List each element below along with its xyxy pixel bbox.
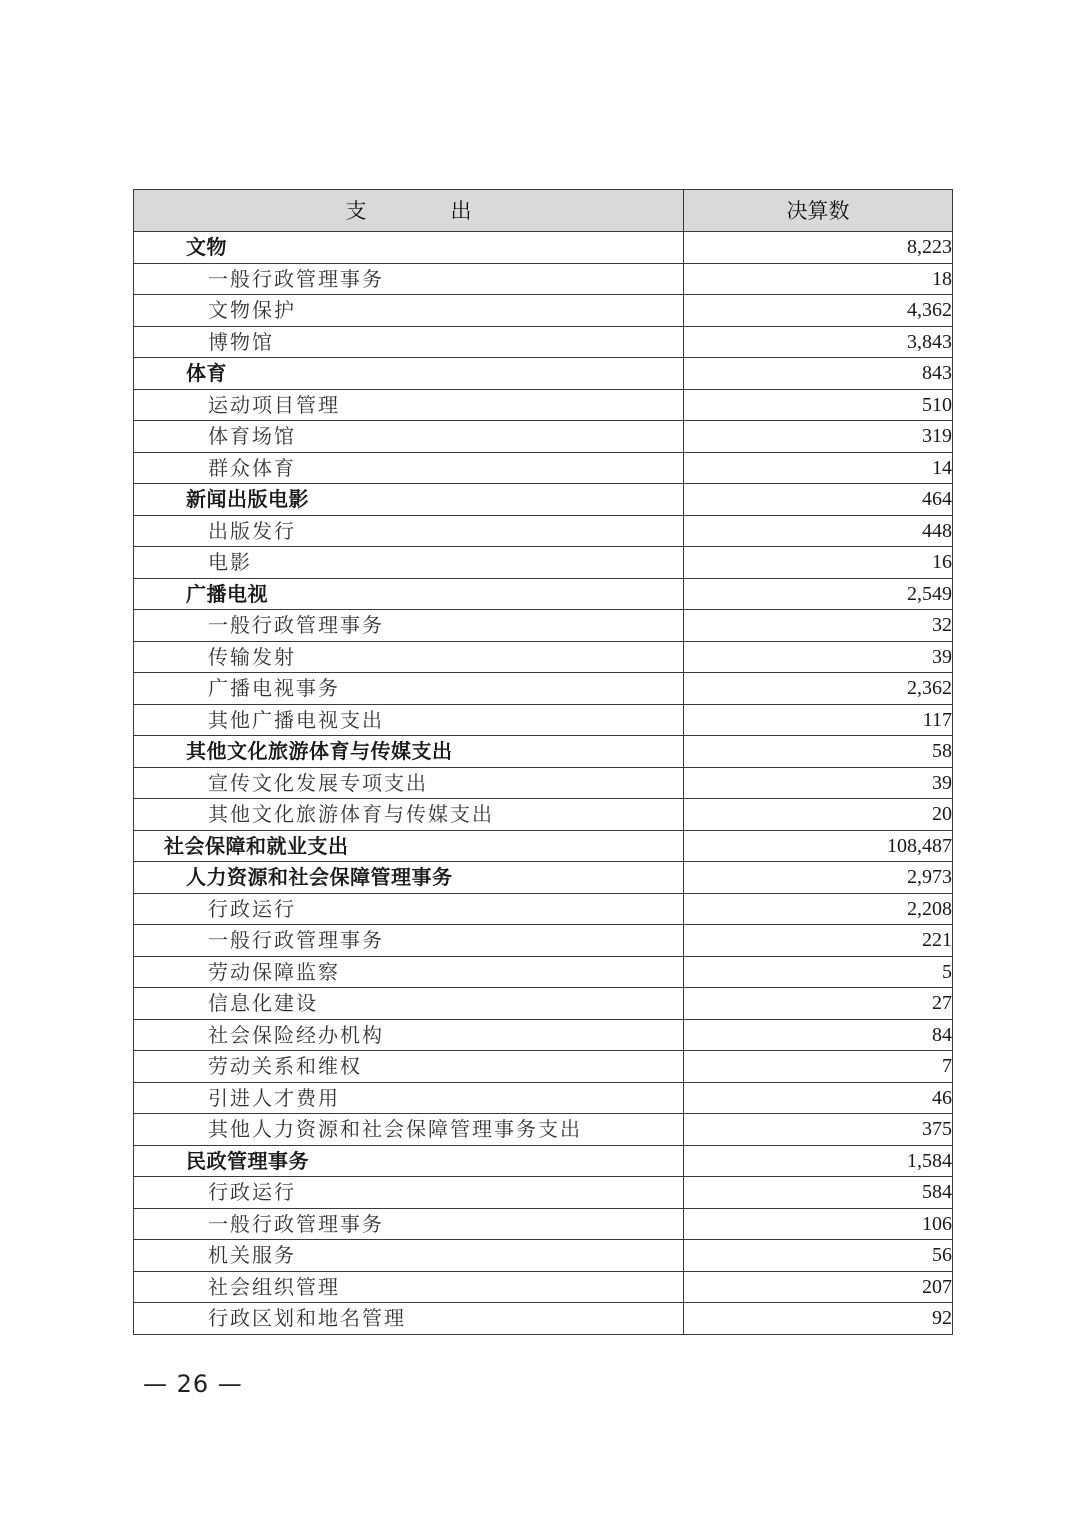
table-header-row [134, 190, 953, 232]
row-item-value: 84 [684, 1019, 953, 1051]
row-item-value: 32 [684, 610, 953, 642]
header-expenditure: 支 出 [134, 190, 684, 232]
row-item-name: 行政运行 [134, 1177, 684, 1209]
row-item-name: 一般行政管理事务 [134, 925, 684, 957]
table-row [134, 956, 953, 988]
row-item-name: 其他文化旅游体育与传媒支出 [134, 736, 684, 768]
table-row [134, 830, 953, 862]
row-item-value: 92 [684, 1303, 953, 1335]
row-item-value: 39 [684, 641, 953, 673]
row-item-name: 文物保护 [134, 295, 684, 327]
row-item-name: 体育场馆 [134, 421, 684, 453]
row-item-name: 传输发射 [134, 641, 684, 673]
row-item-name: 群众体育 [134, 452, 684, 484]
row-item-value: 56 [684, 1240, 953, 1272]
table-row [134, 1145, 953, 1177]
table-row [134, 1208, 953, 1240]
row-item-name: 社会组织管理 [134, 1271, 684, 1303]
row-item-value: 207 [684, 1271, 953, 1303]
row-item-name: 机关服务 [134, 1240, 684, 1272]
row-item-value: 843 [684, 358, 953, 390]
row-item-name: 电影 [134, 547, 684, 579]
row-item-name: 其他文化旅游体育与传媒支出 [134, 799, 684, 831]
table-row [134, 263, 953, 295]
row-item-value: 2,549 [684, 578, 953, 610]
table-row [134, 799, 953, 831]
table-row [134, 704, 953, 736]
page-number: — 26 — [143, 1370, 243, 1398]
row-item-value: 46 [684, 1082, 953, 1114]
table-row [134, 767, 953, 799]
table-row [134, 862, 953, 894]
row-item-name: 人力资源和社会保障管理事务 [134, 862, 684, 894]
table-row [134, 295, 953, 327]
row-item-name: 一般行政管理事务 [134, 610, 684, 642]
row-item-value: 106 [684, 1208, 953, 1240]
row-item-value: 375 [684, 1114, 953, 1146]
row-item-value: 319 [684, 421, 953, 453]
table-row [134, 547, 953, 579]
row-item-name: 广播电视事务 [134, 673, 684, 705]
row-item-value: 8,223 [684, 232, 953, 264]
table-row [134, 1019, 953, 1051]
row-item-value: 7 [684, 1051, 953, 1083]
table-row [134, 515, 953, 547]
row-item-value: 16 [684, 547, 953, 579]
table-body [134, 232, 953, 1335]
row-item-name: 其他人力资源和社会保障管理事务支出 [134, 1114, 684, 1146]
table-row [134, 988, 953, 1020]
row-item-name: 出版发行 [134, 515, 684, 547]
table-row [134, 326, 953, 358]
row-item-value: 117 [684, 704, 953, 736]
table-row [134, 1303, 953, 1335]
row-item-name: 劳动关系和维权 [134, 1051, 684, 1083]
table-row [134, 484, 953, 516]
row-item-name: 劳动保障监察 [134, 956, 684, 988]
table-row [134, 452, 953, 484]
table-row [134, 1271, 953, 1303]
table-row [134, 389, 953, 421]
table-row [134, 232, 953, 264]
row-item-name: 一般行政管理事务 [134, 1208, 684, 1240]
row-item-value: 108,487 [684, 830, 953, 862]
row-item-value: 464 [684, 484, 953, 516]
table-row [134, 641, 953, 673]
row-item-name: 一般行政管理事务 [134, 263, 684, 295]
row-item-value: 584 [684, 1177, 953, 1209]
table-row [134, 1177, 953, 1209]
expenditure-table [133, 189, 953, 1335]
row-item-value: 1,584 [684, 1145, 953, 1177]
row-item-value: 510 [684, 389, 953, 421]
table-row [134, 1051, 953, 1083]
row-item-name: 引进人才费用 [134, 1082, 684, 1114]
table-row [134, 736, 953, 768]
row-item-name: 文物 [134, 232, 684, 264]
row-item-value: 14 [684, 452, 953, 484]
table-row [134, 358, 953, 390]
table-row [134, 1240, 953, 1272]
table-row [134, 925, 953, 957]
row-item-name: 体育 [134, 358, 684, 390]
row-item-name: 其他广播电视支出 [134, 704, 684, 736]
table-row [134, 610, 953, 642]
row-item-value: 4,362 [684, 295, 953, 327]
row-item-value: 39 [684, 767, 953, 799]
row-item-value: 448 [684, 515, 953, 547]
header-final-amount: 决算数 [684, 190, 953, 232]
table-row [134, 1114, 953, 1146]
row-item-name: 广播电视 [134, 578, 684, 610]
row-item-name: 行政区划和地名管理 [134, 1303, 684, 1335]
row-item-value: 2,362 [684, 673, 953, 705]
row-item-value: 18 [684, 263, 953, 295]
row-item-value: 5 [684, 956, 953, 988]
row-item-name: 宣传文化发展专项支出 [134, 767, 684, 799]
row-item-name: 信息化建设 [134, 988, 684, 1020]
row-item-name: 博物馆 [134, 326, 684, 358]
row-item-value: 2,208 [684, 893, 953, 925]
row-item-value: 3,843 [684, 326, 953, 358]
table-row [134, 1082, 953, 1114]
row-item-value: 20 [684, 799, 953, 831]
row-item-name: 行政运行 [134, 893, 684, 925]
row-item-value: 2,973 [684, 862, 953, 894]
row-item-name: 民政管理事务 [134, 1145, 684, 1177]
row-item-value: 27 [684, 988, 953, 1020]
row-item-name: 社会保障和就业支出 [134, 830, 684, 862]
row-item-value: 221 [684, 925, 953, 957]
row-item-name: 运动项目管理 [134, 389, 684, 421]
row-item-name: 新闻出版电影 [134, 484, 684, 516]
row-item-value: 58 [684, 736, 953, 768]
table-row [134, 893, 953, 925]
table-row [134, 673, 953, 705]
table-row [134, 421, 953, 453]
table-row [134, 578, 953, 610]
row-item-name: 社会保险经办机构 [134, 1019, 684, 1051]
